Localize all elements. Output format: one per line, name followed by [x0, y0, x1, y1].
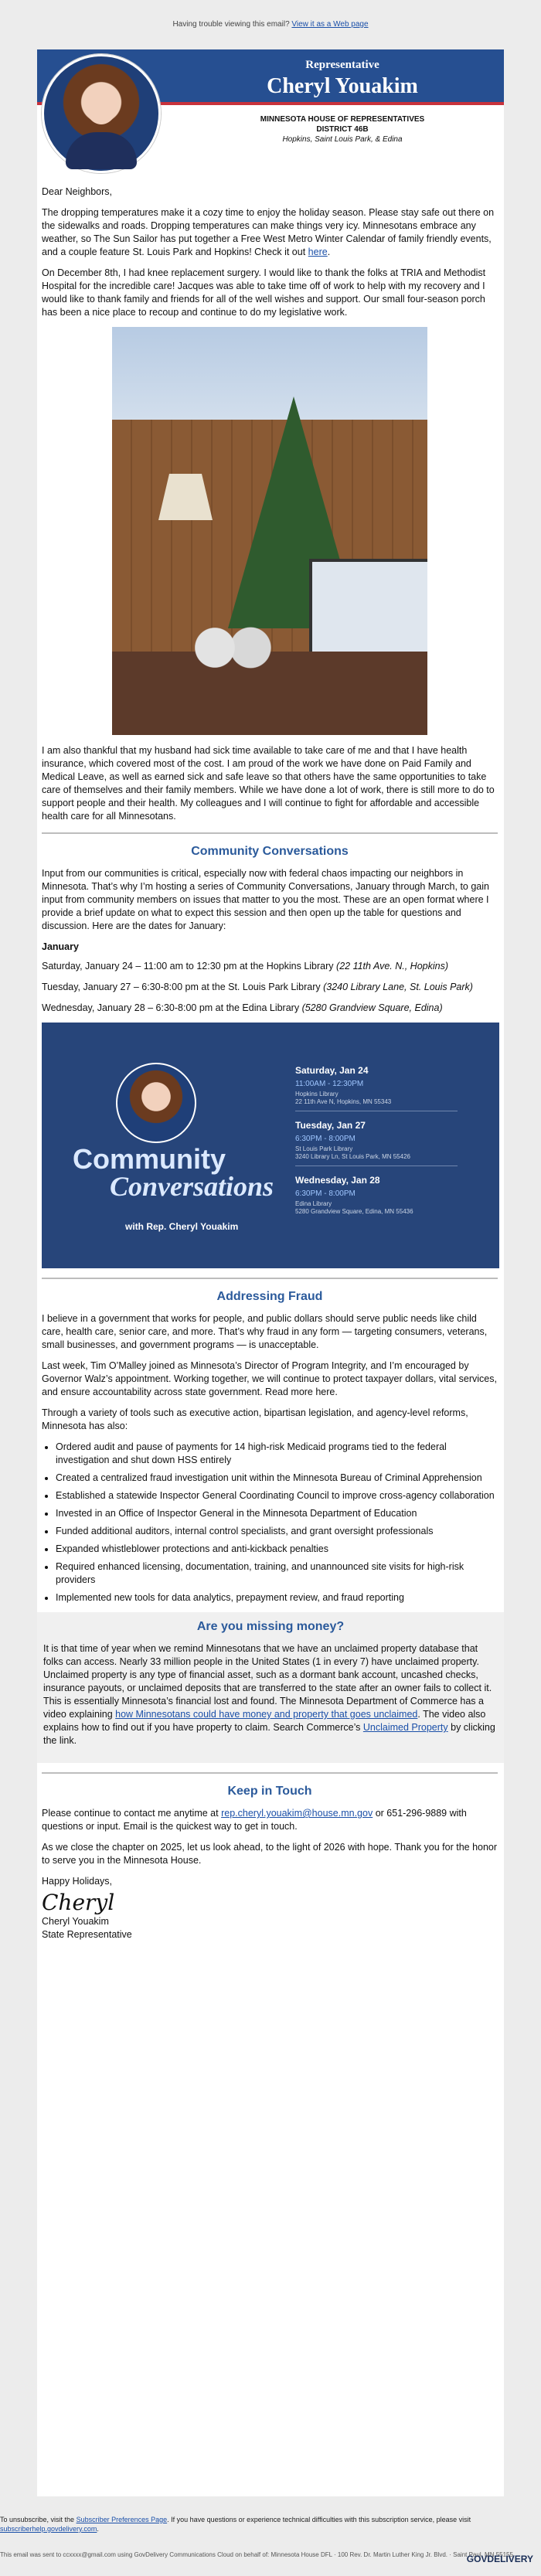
- fraud-heading: Addressing Fraud: [216, 1290, 323, 1303]
- money-p1c-text: by clicking the link.: [43, 1722, 495, 1746]
- event-2-text: Tuesday, January 27 – 6:30-8:00 pm at the St. Louis Park Library: [42, 982, 321, 992]
- section-divider: [42, 832, 498, 834]
- intro-p2: On December 8th, I had knee replacement surgery. I would like to thank the folks at TRIA and Methodist Hospital for the incredible care! Jacques was able to take time off of work to help with my recovery and I would like to thank family and friends for all of the well wishes and support. Our small four-season porch has been a nice place to recoup and continue to do my legislative work.: [42, 267, 486, 318]
- section-divider: [42, 1772, 498, 1774]
- fraud-bullet: • Invested in an Office of Inspector General in the Minnesota Department of Education: [56, 1507, 498, 1520]
- graphic-rep-photo: [116, 1063, 196, 1143]
- fraud-bullet: • Funded additional auditors, internal control specialists, and grant oversight professionals: [56, 1525, 498, 1538]
- graphic-date-2-loc2: 3240 Library Ln, St Louis Park, MN 55426: [295, 1153, 410, 1160]
- graphic-date-2-loc1: St Louis Park Library: [295, 1145, 353, 1152]
- event-1-text: Saturday, January 24 – 11:00 am to 12:30 pm at the Hopkins Library: [42, 961, 334, 972]
- fraud-bullet: • Implemented new tools for data analytics, prepayment review, and fraud reporting: [56, 1591, 498, 1604]
- web-page-link[interactable]: View it as a Web page: [291, 20, 369, 29]
- fraud-bullet: • Ordered audit and pause of payments for 14 high-risk Medicaid programs tied to the federal investigation and shut down HSS entirely: [56, 1441, 498, 1467]
- subscriber-preferences-link[interactable]: Subscriber Preferences Page: [76, 2516, 168, 2523]
- graphic-date-1-day: Saturday, Jan 24: [295, 1065, 369, 1076]
- money-p1-text: It is that time of year when we remind Minnesotans that we have an unclaimed property database that folks can access. Nearly 33 million people in the United States (1 in every 7) have unclaimed property. Unclaimed property is any type of financial asset, such as a dormant bank account, uncashed checks, insurance payouts, or unclaimed deposits that are transferred to the state after an owner fails to collect it. This is essentially Minnesota’s financial lost and found. The Minnesota Department of Commerce has a video explaining: [43, 1643, 492, 1720]
- graphic-date-3-time: 6:30PM - 8:00PM: [295, 1189, 356, 1198]
- money-heading: Are you missing money?: [196, 1620, 345, 1633]
- subscriber-help-link[interactable]: subscriberhelp.govdelivery.com: [0, 2525, 97, 2533]
- office-line1: MINNESOTA HOUSE OF REPRESENTATIVES: [260, 115, 425, 124]
- community-conversations-graphic: [42, 1023, 499, 1268]
- signer-name: Cheryl Youakim: [42, 1916, 109, 1927]
- event-3-address: (5280 Grandview Square, Edina): [301, 1002, 443, 1013]
- intro-p1-text: The dropping temperatures make it a cozy time to enjoy the holiday season. Please stay safe out there on the sidewalks and roads. Dropping temperatures can make things very icy. Minnesotans embrace any weather, so The Sun Sailor has put together a Free West Metro Winter Calendar of family friendly events, and a couple feature St. Louis Park and Hopkins! Check it out: [42, 207, 495, 257]
- graphic-date-1-time: 11:00AM - 12:30PM: [295, 1080, 364, 1088]
- fraud-p2: Last week, Tim O’Malley joined as Minnesota’s Director of Program Integrity, and I’m encouraged by Governor Walz’s appointment. Working together, we will continue to protect taxpayer dollars, vital services, and ensure accountability across state government. Read more here.: [42, 1360, 497, 1397]
- office-block: [215, 114, 470, 145]
- rep-photo: [42, 54, 161, 173]
- unsub-text-1: To unsubscribe, visit the: [0, 2516, 75, 2523]
- graphic-date-1-loc2: 22 11th Ave N, Hopkins, MN 55343: [295, 1098, 392, 1105]
- event-3-text: Wednesday, January 28 – 6:30-8:00 pm at the Edina Library: [42, 1002, 300, 1013]
- top-notice: [0, 0, 541, 49]
- calendar-link[interactable]: here: [308, 247, 328, 257]
- closing: Happy Holidays,: [42, 1876, 113, 1887]
- unsubscribe-footer: To unsubscribe, visit the Subscriber Preferences Page. If you have questions or experience technical difficulties with this subscription service, please visit subscriberhelp.govdelivery.com.: [0, 2516, 471, 2533]
- graphic-dates-panel: [295, 1057, 458, 1216]
- graphic-rule: [295, 1165, 458, 1166]
- keep-p2: As we close the chapter on 2025, let us look ahead, to the light of 2026 with hope. Thank you for the honor to serve you in the Minnesota House.: [42, 1842, 498, 1866]
- district-area: Hopkins, Saint Louis Park, & Edina: [282, 135, 403, 144]
- event-1-address: (22 11th Ave. N., Hopkins): [336, 961, 449, 972]
- email-card: [37, 49, 504, 2496]
- fraud-bullet: • Established a statewide Inspector General Coordinating Council to improve cross-agency collaboration: [56, 1489, 498, 1502]
- graphic-with-label: with Rep. Cheryl Youakim: [125, 1221, 239, 1232]
- office-line2: DISTRICT 46B: [316, 125, 369, 134]
- month-label: January: [42, 941, 79, 952]
- missing-money-box: [37, 1612, 504, 1763]
- graphic-title-community: Community: [73, 1143, 226, 1175]
- community-heading: Community Conversations: [191, 845, 349, 858]
- signature: Cheryl: [42, 1890, 115, 1915]
- photo-socks: [189, 621, 274, 675]
- keep-heading: Keep in Touch: [227, 1785, 312, 1798]
- photo-shoulders: [66, 132, 137, 169]
- holiday-tree-photo: [112, 327, 427, 735]
- unclaimed-property-link[interactable]: Unclaimed Property: [362, 1722, 448, 1733]
- graphic-date-3-day: Wednesday, Jan 28: [295, 1175, 380, 1186]
- intro-p1: The dropping temperatures make it a cozy time to enjoy the holiday season. Please stay safe out there on the sidewalks and roads. Dropping temperatures can make things very icy. Minnesotans embrace any weather, so The Sun Sailor has put together a Free West Metro Winter Calendar of family friendly events, and a couple feature St. Louis Park and Hopkins! Check it out here.: [42, 207, 495, 257]
- graphic-date-2-day: Tuesday, Jan 27: [295, 1120, 366, 1131]
- unsub-text-2: . If you have questions or experience technical difficulties with this subscription service, please visit: [167, 2516, 471, 2523]
- section-divider: [42, 1278, 498, 1279]
- greeting: Dear Neighbors,: [42, 186, 113, 197]
- graphic-date-2-time: 6:30PM - 8:00PM: [295, 1135, 356, 1143]
- community-p1: Input from our communities is critical, especially now with federal chaos impacting our neighbors in Minnesota. That’s why I’m hosting a series of Community Conversations, January through March, to gain input from community members on issues that matter to you the most. These are an open format where I provide a brief update on what to expect this session and then open up the table for questions and discussion. Here are the dates for January:: [42, 868, 489, 931]
- rep-label: Representative: [305, 59, 379, 71]
- unclaimed-video-link[interactable]: how Minnesotans could have money and property that goes unclaimed: [115, 1709, 418, 1720]
- govdelivery-logo: GOVDELIVERY: [466, 2554, 533, 2564]
- photo-face: [85, 84, 117, 124]
- graphic-date-3-loc1: Edina Library: [295, 1200, 332, 1207]
- money-p1: [43, 1642, 498, 1747]
- graphic-date-1: [295, 1064, 458, 1111]
- fraud-bullets: [56, 1441, 498, 1604]
- rep-name: Cheryl Youakim: [267, 74, 418, 98]
- money-p1b-text: . The video also explains how to find out if you have property to claim. Search Commerce’s: [43, 1709, 486, 1733]
- graphic-title-conversations: Conversations: [110, 1171, 274, 1202]
- signer-title: State Representative: [42, 1929, 132, 1940]
- sent-footer: This email was sent to ccxxxx@gmail.com using GovDelivery Communications Cloud on behalf of: Minnesota House DFL · 100 Rev. Dr. Martin Luther King Jr. Blvd. · Saint Paul, MN 55155: [0, 2551, 513, 2558]
- fraud-bullet: • Required enhanced licensing, documentation, training, and unannounced site visits for high-risk providers: [56, 1560, 498, 1587]
- fraud-p1: I believe in a government that works for people, and public dollars should serve public needs like child care, health care, senior care, and more. That’s why fraud in any form — targeting consumers, veterans, small businesses, and government programs — is unacceptable.: [42, 1313, 488, 1350]
- graphic-date-2: [295, 1119, 458, 1166]
- keep-p1a: Please continue to contact me anytime at: [42, 1808, 219, 1819]
- email-link[interactable]: rep.cheryl.youakim@house.mn.gov: [221, 1808, 373, 1819]
- keep-p1b: or 651-296-9889 with questions or input. Email is the quickest way to get in touch.: [42, 1808, 467, 1832]
- event-2-address: (3240 Library Lane, St. Louis Park): [323, 982, 473, 992]
- event-2: [42, 981, 498, 994]
- email-body: [42, 185, 498, 1941]
- graphic-date-1-loc1: Hopkins Library: [295, 1091, 339, 1097]
- fraud-bullet: • Expanded whistleblower protections and anti-kickback penalties: [56, 1543, 498, 1556]
- graphic-date-3-loc2: 5280 Grandview Square, Edina, MN 55436: [295, 1208, 413, 1215]
- event-1: [42, 960, 498, 973]
- fraud-bullet: • Created a centralized fraud investigation unit within the Minnesota Bureau of Criminal Apprehension: [56, 1472, 498, 1485]
- graphic-date-3: [295, 1174, 458, 1216]
- intro-p3: I am also thankful that my husband had sick time available to take care of me and that I have health insurance, which covered most of the cost. I am proud of the work we have done on Paid Family and Medical Leave, as well as earned sick and safe leave so that others have the same opportunities to take care of themselves and their family members. While we have done a lot of work, there is still more to do to support people and their health. My colleagues and I will continue to fight for affordable and accessible health care for all Minnesotans.: [42, 745, 495, 822]
- fraud-p3: Through a variety of tools such as executive action, bipartisan legislation, and agency-level reforms, Minnesota has also:: [42, 1407, 468, 1431]
- event-3: [42, 1002, 498, 1015]
- keep-p1: [42, 1807, 498, 1833]
- top-notice-text: Having trouble viewing this email?: [172, 20, 290, 29]
